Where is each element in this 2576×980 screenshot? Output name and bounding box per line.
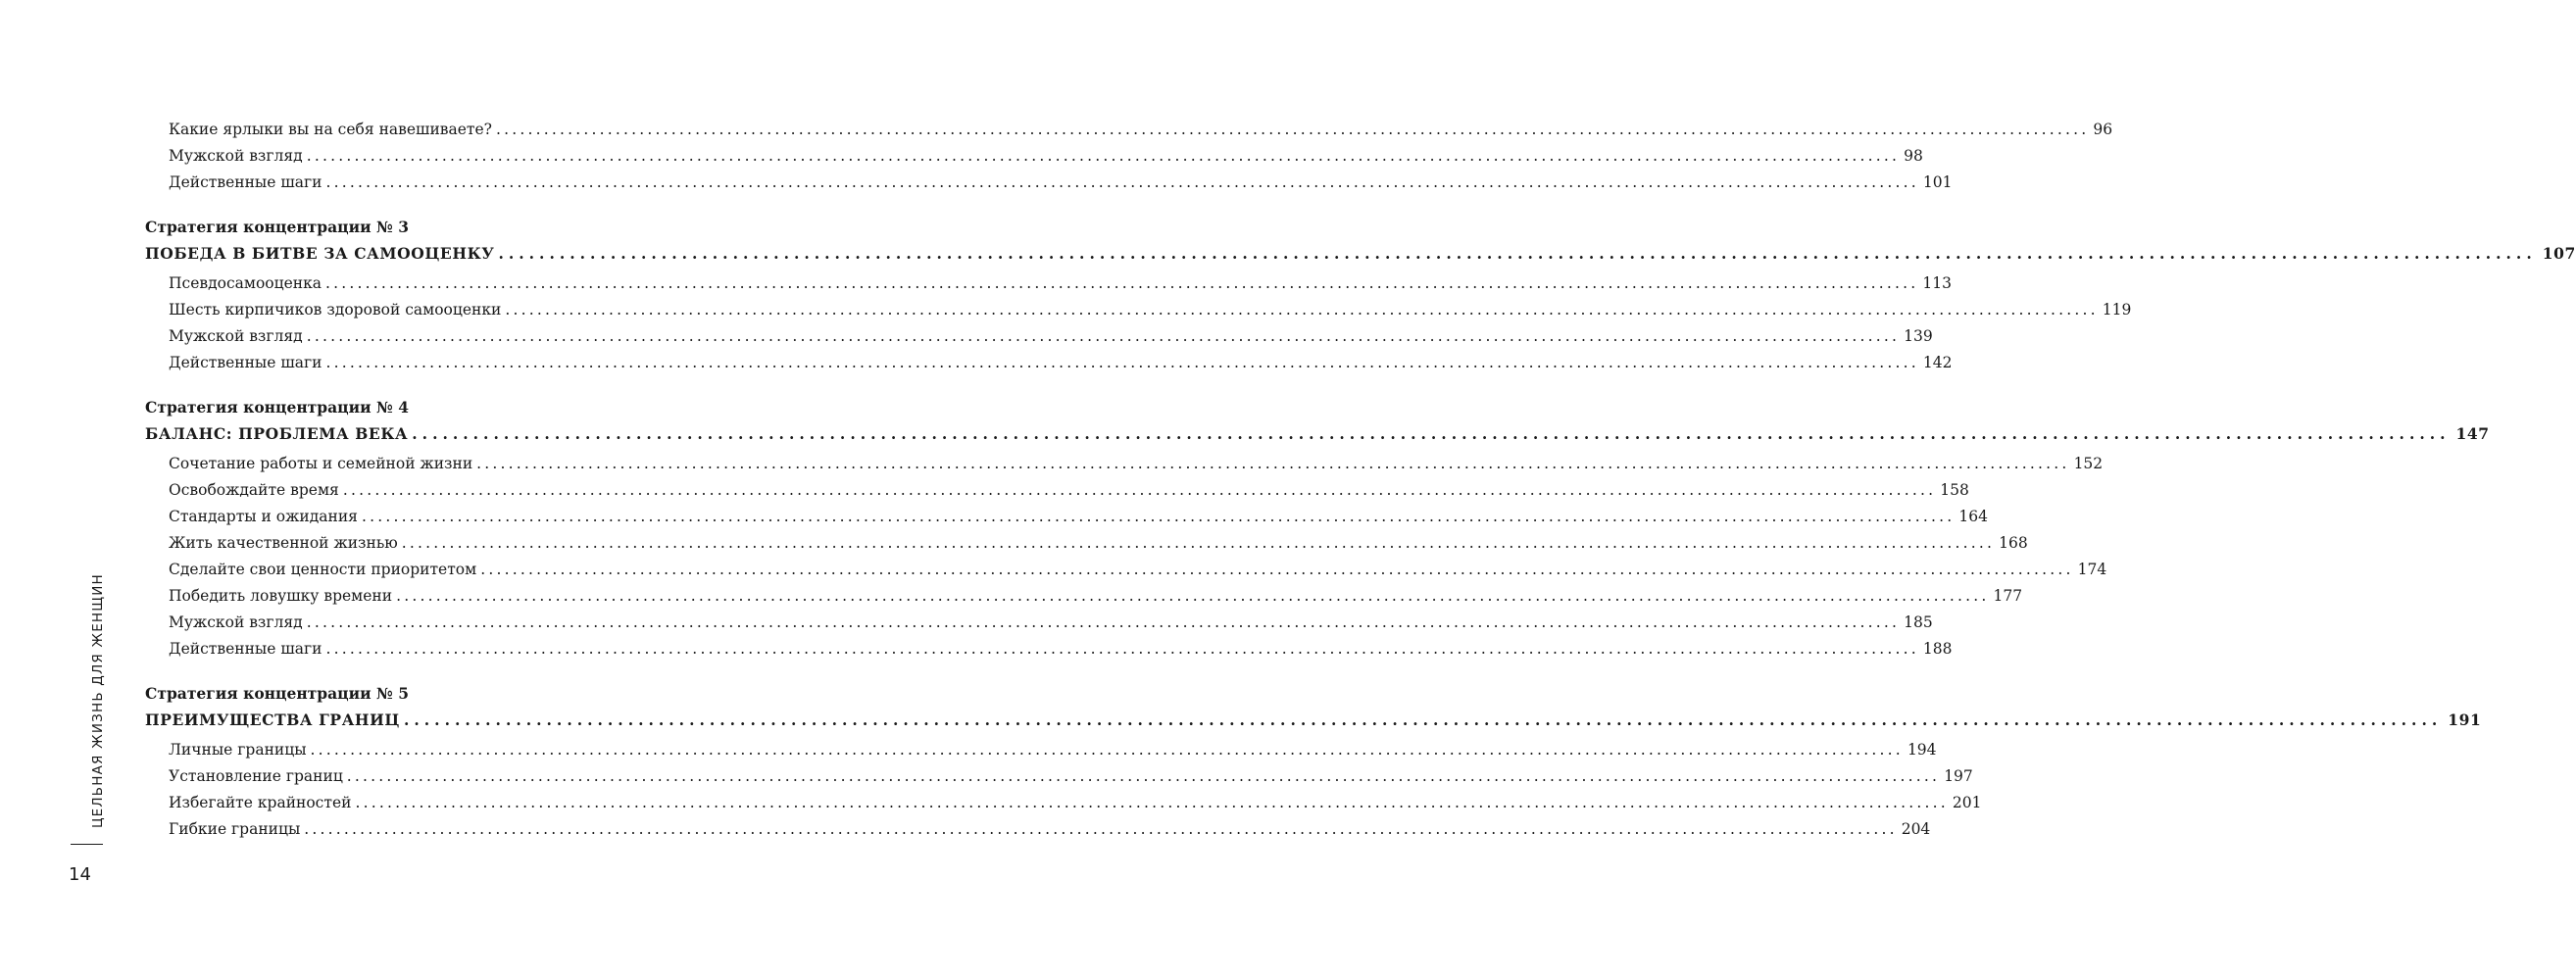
toc-entry-title: Какие ярлыки вы на себя навешиваете? bbox=[169, 121, 492, 138]
table-of-contents bbox=[145, 121, 2576, 847]
toc-chapter-page: 147 bbox=[2455, 424, 2490, 443]
toc-entry-title: Победить ловушку времени bbox=[169, 587, 393, 605]
toc-entry-page: 158 bbox=[1940, 481, 1969, 499]
toc-entry-title: Шесть кирпичиков здоровой самооценки bbox=[169, 301, 502, 318]
toc-entry-page: 197 bbox=[1944, 767, 1973, 785]
toc-entry[interactable] bbox=[145, 147, 1923, 173]
page-number: 14 bbox=[69, 864, 91, 885]
leader-dots: ........................................................................................................................................................................................................ bbox=[401, 534, 1996, 552]
toc-entry-page: 164 bbox=[1958, 508, 1988, 525]
toc-chapter[interactable] bbox=[145, 710, 2482, 737]
leader-dots: ........................................................................................................................................................................................................ bbox=[306, 147, 1901, 165]
leader-dots: ........................................................................................................................................................................................................ bbox=[480, 561, 2074, 578]
toc-chapter-page: 191 bbox=[2448, 710, 2482, 729]
toc-entry-title: Сделайте свои ценности приоритетом bbox=[169, 561, 477, 578]
toc-entry[interactable] bbox=[145, 121, 2113, 147]
toc-chapter-page: 107 bbox=[2542, 244, 2576, 263]
toc-chapter-title: ПРЕИМУЩЕСТВА ГРАНИЦ bbox=[145, 710, 400, 729]
toc-entry[interactable] bbox=[145, 301, 2132, 327]
toc-chapter[interactable] bbox=[145, 424, 2490, 451]
toc-entry-page: 188 bbox=[1922, 640, 1953, 658]
running-title-text: ЦЕЛЬНАЯ ЖИЗНЬ ДЛЯ ЖЕНЩИН bbox=[90, 573, 106, 828]
toc-entry-title: Действенные шаги bbox=[169, 354, 322, 371]
toc-entry-title: Мужской взгляд bbox=[169, 613, 303, 631]
leader-dots: ........................................................................................................................................................................................................ bbox=[498, 244, 2537, 263]
toc-entry-title: Действенные шаги bbox=[169, 173, 322, 191]
toc-entry[interactable] bbox=[145, 820, 1931, 847]
toc-entry[interactable] bbox=[145, 587, 2023, 613]
leader-dots: ........................................................................................................................................................................................................ bbox=[403, 710, 2443, 729]
leader-dots: ........................................................................................................................................................................................................ bbox=[361, 508, 1956, 525]
toc-entry[interactable] bbox=[145, 534, 2028, 561]
toc-entry[interactable] bbox=[145, 794, 1982, 820]
toc-entry[interactable] bbox=[145, 354, 1953, 380]
toc-entry-page: 177 bbox=[1993, 587, 2023, 605]
toc-entry-page: 142 bbox=[1922, 354, 1953, 371]
toc-entry[interactable] bbox=[145, 173, 1953, 200]
toc-chapter-title: ПОБЕДА В БИТВЕ ЗА САМООЦЕНКУ bbox=[145, 244, 495, 263]
leader-dots: ........................................................................................................................................................................................................ bbox=[306, 613, 1901, 631]
toc-entry[interactable] bbox=[145, 741, 1937, 767]
toc-entry-page: 139 bbox=[1904, 327, 1933, 345]
toc-entry-title: Мужской взгляд bbox=[169, 147, 303, 165]
toc-entry[interactable] bbox=[145, 613, 1933, 640]
toc-entry[interactable] bbox=[145, 455, 2104, 481]
toc-entry-title: Установление границ bbox=[169, 767, 343, 785]
toc-entry-page: 96 bbox=[2093, 121, 2113, 138]
toc-entry[interactable] bbox=[145, 481, 1969, 508]
toc-entry-page: 101 bbox=[1922, 173, 1953, 191]
leader-dots: ........................................................................................................................................................................................................ bbox=[304, 820, 1898, 838]
toc-entry-page: 98 bbox=[1904, 147, 1923, 165]
toc-entry-page: 152 bbox=[2073, 455, 2104, 472]
leader-dots: ........................................................................................................................................................................................................ bbox=[306, 327, 1901, 345]
leader-dots: ........................................................................................................................................................................................................ bbox=[325, 640, 1919, 658]
strategy-label: Стратегия концентрации № 3 bbox=[145, 218, 410, 236]
leader-dots: ........................................................................................................................................................................................................ bbox=[346, 767, 1941, 785]
toc-entry-title: Псевдосамооценка bbox=[169, 274, 322, 292]
leader-dots: ........................................................................................................................................................................................................ bbox=[325, 173, 1919, 191]
leader-dots: ........................................................................................................................................................................................................ bbox=[505, 301, 2099, 318]
strategy-label: Стратегия концентрации № 4 bbox=[145, 398, 410, 416]
toc-entry-page: 201 bbox=[1952, 794, 1982, 811]
leader-dots: ........................................................................................................................................................................................................ bbox=[325, 354, 1919, 371]
running-title bbox=[84, 573, 112, 828]
leader-dots: ........................................................................................................................................................................................................ bbox=[476, 455, 2070, 472]
leader-dots: ........................................................................................................................................................................................................ bbox=[355, 794, 1949, 811]
toc-entry[interactable] bbox=[145, 640, 1953, 666]
toc-entry-page: 174 bbox=[2077, 561, 2107, 578]
toc-entry-page: 185 bbox=[1904, 613, 1933, 631]
toc-entry[interactable] bbox=[145, 767, 1973, 794]
footer-rule bbox=[71, 844, 103, 845]
toc-entry-page: 168 bbox=[1999, 534, 2028, 552]
toc-entry-title: Избегайте крайностей bbox=[169, 794, 352, 811]
toc-entry-title: Сочетание работы и семейной жизни bbox=[169, 455, 473, 472]
toc-entry[interactable] bbox=[145, 508, 1988, 534]
toc-chapter[interactable] bbox=[145, 244, 2576, 270]
toc-entry-title: Мужской взгляд bbox=[169, 327, 303, 345]
leader-dots: ........................................................................................................................................................................................................ bbox=[325, 274, 1919, 292]
toc-entry-title: Стандарты и ожидания bbox=[169, 508, 358, 525]
strategy-label: Стратегия концентрации № 5 bbox=[145, 684, 410, 703]
toc-entry-title: Освобождайте время bbox=[169, 481, 339, 499]
leader-dots: ........................................................................................................................................................................................................ bbox=[495, 121, 2090, 138]
leader-dots: ........................................................................................................................................................................................................ bbox=[342, 481, 1937, 499]
leader-dots: ........................................................................................................................................................................................................ bbox=[412, 424, 2451, 443]
leader-dots: ........................................................................................................................................................................................................ bbox=[310, 741, 1904, 759]
toc-entry-title: Гибкие границы bbox=[169, 820, 301, 838]
toc-entry-page: 119 bbox=[2102, 301, 2132, 318]
toc-entry[interactable] bbox=[145, 274, 1953, 301]
toc-entry-page: 113 bbox=[1922, 274, 1953, 292]
toc-entry-title: Действенные шаги bbox=[169, 640, 322, 658]
toc-entry[interactable] bbox=[145, 327, 1933, 354]
toc-entry-page: 194 bbox=[1907, 741, 1937, 759]
leader-dots: ........................................................................................................................................................................................................ bbox=[396, 587, 1990, 605]
toc-chapter-title: БАЛАНС: ПРОБЛЕМА ВЕКА bbox=[145, 424, 409, 443]
toc-entry[interactable] bbox=[145, 561, 2107, 587]
toc-entry-page: 204 bbox=[1901, 820, 1931, 838]
toc-entry-title: Жить качественной жизнью bbox=[169, 534, 398, 552]
toc-entry-title: Личные границы bbox=[169, 741, 307, 759]
